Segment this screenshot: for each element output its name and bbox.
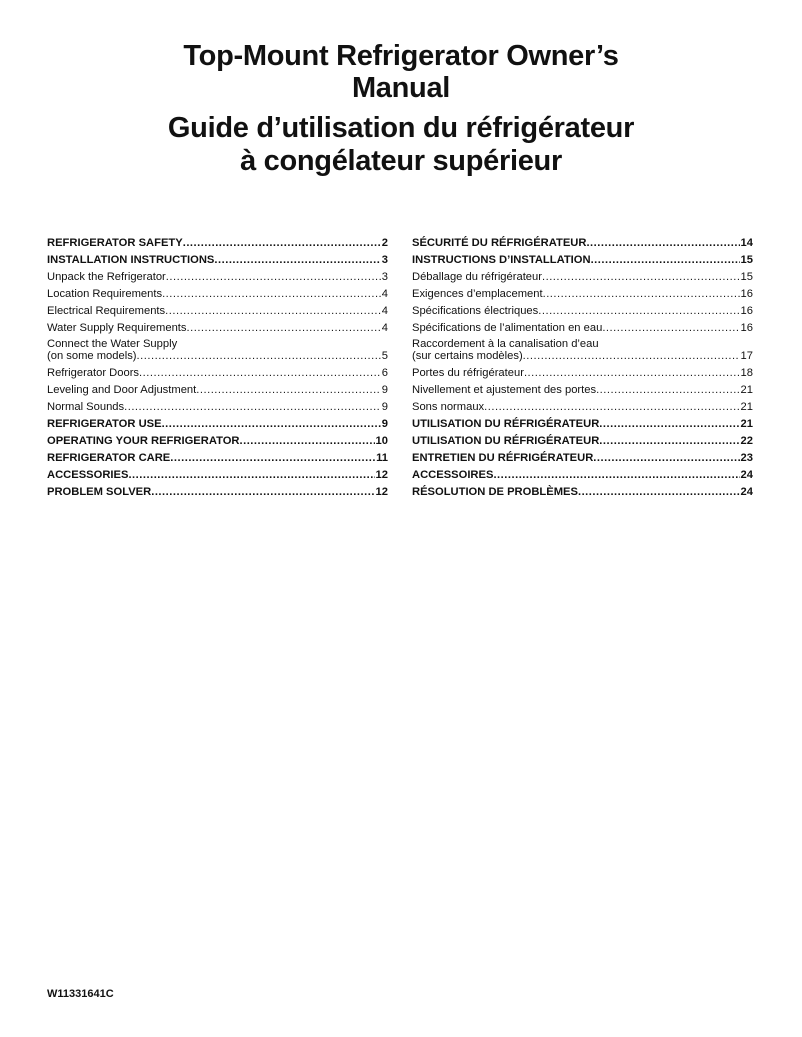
toc-entry-label: Connect the Water Supply [47,338,178,350]
toc-leader-dots [591,253,740,268]
toc-entry-page: 12 [375,469,388,481]
title-french-line-2: à congélateur supérieur [240,145,562,177]
toc-entry-page: 3 [381,254,388,266]
toc-entry-page: 12 [375,486,388,498]
toc-leader-dots [543,287,740,302]
toc-entry[interactable] [47,336,388,364]
toc-entry-label: PROBLEM SOLVER [47,486,152,498]
toc-entry-page: 4 [381,288,388,300]
toc-entry[interactable] [47,319,388,336]
toc-entry-page: 3 [381,271,388,283]
toc-leader-dots [593,451,739,466]
toc-entry-label-continued: (on some models) [47,350,137,362]
toc-entry-label: INSTALLATION INSTRUCTIONS [47,254,215,266]
toc-entry-label: REFRIGERATOR USE [47,418,162,430]
toc-entry-page: 23 [740,452,753,464]
toc-entry[interactable] [412,336,753,364]
toc-entry-label: Refrigerator Doors [47,367,140,379]
toc-leader-dots [524,366,740,381]
toc-entry-label: Normal Sounds [47,401,125,413]
toc-entry-label: Portes du réfrigérateur [412,367,524,379]
toc-leader-dots [599,434,739,449]
toc-leader-dots [542,270,740,285]
toc-entry[interactable] [412,415,753,432]
toc-entry-label: UTILISATION DU RÉFRIGÉRATEUR [412,418,600,430]
toc-entry-page: 21 [740,384,753,396]
toc-entry-page: 24 [740,469,753,481]
toc-entry[interactable] [412,449,753,466]
toc-entry-label: REFRIGERATOR CARE [47,452,171,464]
toc-entry[interactable] [412,466,753,483]
toc-entry-label: SÉCURITÉ DU RÉFRIGÉRATEUR [412,237,587,249]
toc-leader-dots [187,321,381,336]
toc-entry-label: Water Supply Requirements [47,322,187,334]
toc-entry-page: 22 [740,435,753,447]
toc-entry-label: Unpack the Refrigerator [47,271,166,283]
toc-entry[interactable] [47,466,388,483]
toc-entry-page: 16 [740,288,753,300]
title-french-line-1: Guide d’utilisation du réfrigérateur [167,112,635,144]
toc-entry[interactable] [412,319,753,336]
toc-entry-page: 5 [381,350,388,362]
toc-leader-dots [239,434,374,449]
toc-entry-label: UTILISATION DU RÉFRIGÉRATEUR [412,435,600,447]
toc-entry-page: 15 [740,271,753,283]
toc-entry-page: 10 [375,435,388,447]
toc-entry-label: INSTRUCTIONS D’INSTALLATION [412,254,591,266]
toc-entry-label: Spécifications électriques [412,305,539,317]
toc-entry-page: 21 [740,418,753,430]
toc-entry[interactable] [412,251,753,268]
toc-leader-dots [170,451,375,466]
toc-entry[interactable] [47,398,388,415]
toc-entry[interactable] [412,364,753,381]
toc-entry-page: 24 [740,486,753,498]
toc-entry-page: 16 [740,322,753,334]
toc-leader-dots [538,304,739,319]
toc-entry-label: Nivellement et ajustement des portes [412,384,597,396]
toc-leader-dots [139,366,381,381]
toc-entry-label: ACCESSOIRES [412,469,494,481]
toc-leader-dots [484,400,739,415]
toc-leader-dots [586,236,739,251]
toc-entry[interactable] [47,251,388,268]
toc-leader-dots [165,304,381,319]
toc-entry[interactable] [47,364,388,381]
toc-leader-dots [151,485,374,500]
toc-entry[interactable] [47,432,388,449]
toc-entry[interactable] [412,398,753,415]
toc-entry-label: REFRIGERATOR SAFETY [47,237,183,249]
title-english-line-1: Top-Mount Refrigerator Owner’s [183,40,619,72]
toc-leader-dots [599,417,739,432]
toc-entry-label-continued: (sur certains modèles) [412,350,523,362]
toc-entry-label: RÉSOLUTION DE PROBLÈMES [412,486,578,498]
toc-entry-label: Exigences d’emplacement [412,288,543,300]
title-english [0,40,802,104]
toc-entry[interactable] [47,302,388,319]
toc-entry[interactable] [47,449,388,466]
toc-leader-dots [137,350,381,363]
toc-entry-label: Spécifications de l’alimentation en eau [412,322,603,334]
toc-entry[interactable] [47,483,388,500]
toc-entry[interactable] [412,432,753,449]
toc-entry-page: 16 [740,305,753,317]
toc-entry-page: 4 [381,305,388,317]
toc-leader-dots [578,485,740,500]
toc-entry-label: Déballage du réfrigérateur [412,271,542,283]
toc-entry-page: 9 [381,401,388,413]
title-block [0,40,802,178]
toc-leader-dots [124,400,381,415]
title-english-line-2: Manual [351,72,451,104]
toc-entry-label: Sons normaux [412,401,485,413]
toc-entry-page: 21 [740,401,753,413]
toc-entry[interactable] [412,381,753,398]
toc-leader-dots [214,253,380,268]
toc-entry[interactable] [412,483,753,500]
toc-entry-label: Leveling and Door Adjustment [47,384,197,396]
toc-entry[interactable] [412,285,753,302]
toc-entry[interactable] [47,285,388,302]
toc-entry-page: 2 [381,237,388,249]
toc-entry-page: 9 [381,418,388,430]
toc-entry-page: 6 [381,367,388,379]
title-french [0,112,802,178]
table-of-contents-french [412,234,753,500]
toc-entry-label: ACCESSORIES [47,469,129,481]
toc-entry[interactable] [47,381,388,398]
toc-entry[interactable] [47,415,388,432]
toc-leader-dots [128,468,374,483]
toc-leader-dots [602,321,739,336]
toc-entry[interactable] [47,268,388,285]
toc-leader-dots [162,287,381,302]
toc-leader-dots [523,350,740,363]
toc-leader-dots [166,270,381,285]
toc-entry-page: 15 [740,254,753,266]
toc-entry-label: Location Requirements [47,288,163,300]
toc-entry-label: ENTRETIEN DU RÉFRIGÉRATEUR [412,452,594,464]
toc-entry[interactable] [412,234,753,251]
toc-entry-label: Electrical Requirements [47,305,166,317]
toc-leader-dots [196,383,381,398]
toc-leader-dots [162,417,381,432]
toc-leader-dots [596,383,739,398]
toc-entry-page: 9 [381,384,388,396]
toc-entry-page: 17 [740,350,753,362]
toc-entry[interactable] [47,234,388,251]
toc-entry-page: 4 [381,322,388,334]
document-number: W11331641C [47,988,114,1000]
toc-entry-page: 11 [376,452,388,464]
toc-entry[interactable] [412,268,753,285]
toc-entry-label: Raccordement à la canalisation d’eau [412,338,599,350]
toc-entry-page: 14 [740,237,753,249]
toc-leader-dots [493,468,739,483]
toc-entry-page: 18 [740,367,753,379]
table-of-contents-english [47,234,388,500]
toc-entry[interactable] [412,302,753,319]
toc-entry-label: OPERATING YOUR REFRIGERATOR [47,435,240,447]
toc-leader-dots [183,236,381,251]
